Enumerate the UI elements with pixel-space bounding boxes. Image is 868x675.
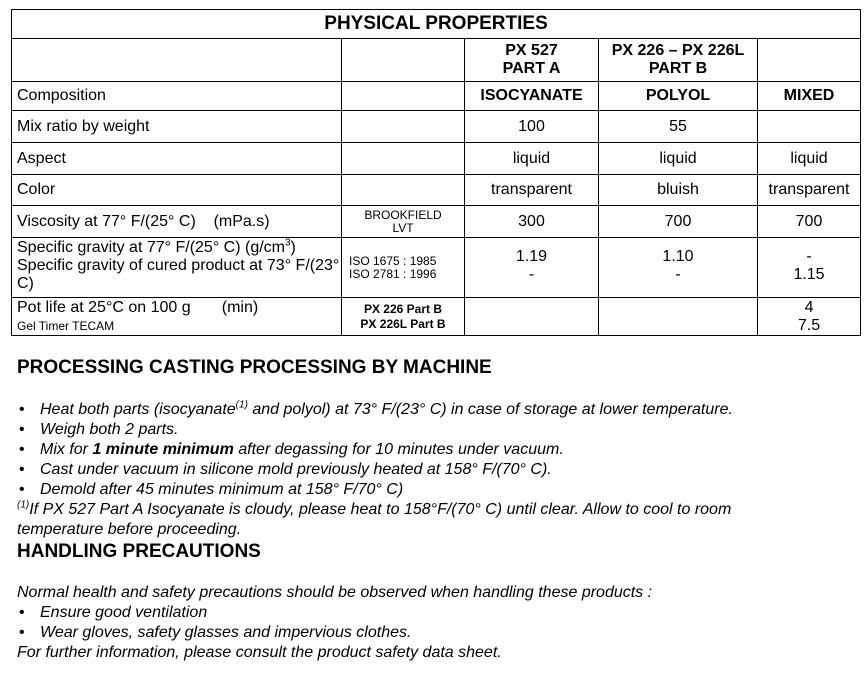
viscosity-method: BROOKFIELD LVT	[342, 206, 465, 238]
table-row: Viscosity at 77° F/(25° C) (mPa.s) BROOKFIELD LVT 300 700 700	[12, 206, 861, 238]
list-item: • Demold after 45 minutes minimum at 158° F/70° C)	[17, 480, 862, 500]
table-row: Specific gravity at 77° F/(25° C) $(g/cm^3)$ Specific gravity of cured product at 73° F/(23° C) ISO 1675 : 1985 ISO 2781 : 1996 1.19 - 1.10 - - 1.15	[12, 238, 861, 298]
gravity-method: ISO 1675 : 1985 ISO 2781 : 1996	[342, 238, 465, 298]
table-row: Aspect liquid liquid liquid	[12, 143, 861, 175]
table-row: Mix ratio by weight 100 55	[12, 111, 861, 143]
list-item: • Ensure good ventilation	[17, 603, 862, 623]
handling-intro: Normal health and safety precautions should be observed when handling these products :	[17, 584, 653, 601]
pot-life-method: PX 226 Part B PX 226L Part B	[342, 298, 465, 336]
table-row: Color transparent bluish transparent	[12, 175, 861, 206]
list-item: • Mix for 1 minute minimum after degassing for 10 minutes under vacuum.	[17, 440, 862, 460]
table-row: Pot life at 25°C on 100 g (min) Gel Timer TECAM PX 226 Part B PX 226L Part B 4 7.5	[12, 298, 861, 336]
part-b-header: PX 226 – PX 226L PART B	[599, 39, 758, 82]
handling-heading: HANDLING PRECAUTIONS	[17, 541, 261, 562]
table-title: PHYSICAL PROPERTIES	[12, 10, 861, 39]
handling-footer: For further information, please consult the product safety data sheet.	[17, 644, 502, 661]
table-title-row	[12, 10, 861, 39]
processing-list	[17, 400, 862, 500]
list-item: • Cast under vacuum in silicone mold previously heated at 158° F/(70° C).	[17, 460, 862, 480]
list-item: • Heat both parts (isocyanate$^{(1)}$ and polyol) at 73° F/(23° C) in case of storage at lower temperature.	[17, 400, 862, 420]
processing-section	[17, 400, 862, 540]
processing-note: $^{(1)}$If PX 527 Part A Isocyanate is cloudy, please heat to 158°F/(70° C) until clear. Allow to cool to room temperature before proceeding.	[17, 499, 732, 538]
list-item: • Wear gloves, safety glasses and impervious clothes.	[17, 623, 862, 643]
physical-properties-table	[11, 9, 861, 336]
part-a-header: PX 527 PART A	[465, 39, 599, 82]
handling-list	[17, 603, 862, 643]
table-row: Composition ISOCYANATE POLYOL MIXED	[12, 82, 861, 111]
handling-section	[17, 583, 862, 663]
processing-heading: PROCESSING CASTING PROCESSING BY MACHINE	[17, 357, 492, 378]
list-item: • Weigh both 2 parts.	[17, 420, 862, 440]
column-header-row	[12, 39, 861, 82]
